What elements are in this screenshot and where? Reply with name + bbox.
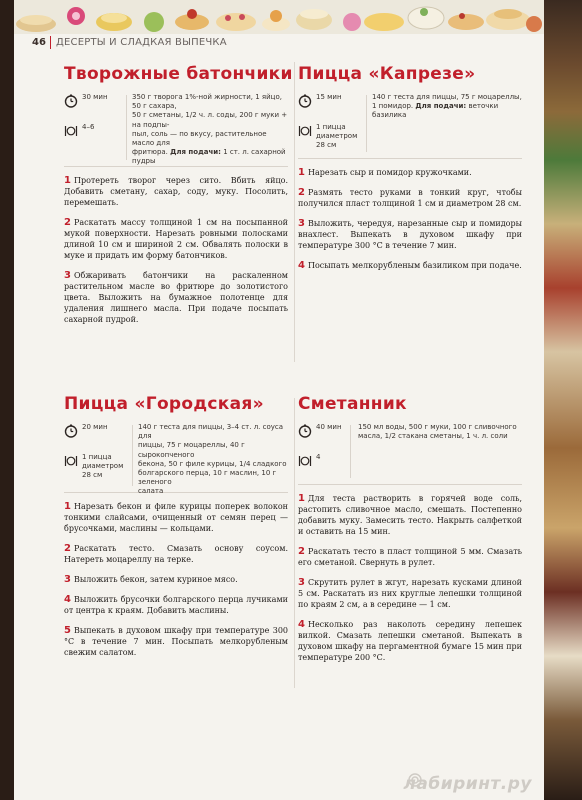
step — [64, 543, 288, 565]
step — [64, 217, 288, 261]
serving-prefix: 1 помидор. — [372, 102, 414, 111]
step-number: 2 — [298, 546, 305, 557]
step — [298, 260, 522, 271]
step-number: 4 — [298, 260, 305, 271]
ingredients-line: 140 г теста для пиццы, 75 г моцареллы, — [372, 93, 522, 101]
column-divider — [294, 62, 295, 362]
cook-time: 20 мин — [82, 423, 108, 431]
recipe-meta — [298, 93, 522, 159]
step-text: Нарезать сыр и помидор кружочками. — [307, 168, 472, 177]
recipe-meta — [64, 423, 288, 496]
serving-label: Для подачи: — [415, 102, 467, 111]
recipe-card-tvorozhnye-batonchiki — [64, 64, 293, 334]
step — [298, 218, 522, 251]
servings-row — [298, 123, 522, 153]
recipe-card-smetannik — [298, 394, 522, 672]
serving-text: веточки базилика — [372, 102, 499, 120]
step-text: Несколько раз наколоть середину лепешек вилкой. Смазать лепешки сметаной. Выпекать в духовом шкафу на пергаментной бумаге 15 мин при температуре 200 °С. — [298, 620, 522, 662]
ingredients-line: 350 г творога 1%-ной жирности, 1 яйцо, 50 г сахара, — [132, 93, 282, 111]
step — [298, 619, 522, 663]
ingredients — [358, 423, 522, 441]
ingredients-line: 50 г сметаны, 1/2 ч. л. соды, 200 г муки + на подпы- — [132, 111, 288, 129]
clock-icon — [64, 424, 78, 438]
step-number: 2 — [64, 217, 71, 228]
servings: 1 пицца диаметром 28 см — [316, 123, 358, 149]
ingredients-line: бекона, 50 г филе курицы, 1/4 сладкого — [138, 459, 287, 468]
ingredients-line: масла, 1/2 стакана сметаны, 1 ч. л. соли — [358, 432, 508, 441]
step-text: Посыпать мелкорубленым базиликом при подаче. — [307, 261, 522, 270]
cook-time: 30 мин — [82, 93, 108, 101]
step-text: Обжаривать батончики на раскаленном растительном масле во фритюре до золотистого цвета. Выложить на бумажное полотенце для удаления лишнего масла. При подаче посыпать сахарной пудрой. — [64, 271, 288, 324]
ingredients — [138, 423, 288, 497]
header-rule — [50, 36, 51, 49]
ingredients-line: 140 г теста для пиццы, 3–4 ст. л. соуса для — [138, 423, 284, 441]
step — [64, 270, 288, 325]
step-text: Выложить бекон, затем куриное мясо. — [73, 575, 238, 584]
serving-note — [132, 148, 288, 166]
step-text: Раскатать тесто. Смазать основу соусом. Натереть моцареллу на терке. — [64, 544, 288, 564]
clock-icon — [64, 94, 78, 108]
serving-label: Для подачи: — [170, 148, 221, 157]
cook-time: 40 мин — [316, 423, 342, 431]
step — [64, 175, 288, 208]
steps-list — [64, 175, 288, 325]
cook-time: 15 мин — [316, 93, 342, 101]
step-text: Размять тесто руками в тонкий круг, чтобы получился пласт толщиной 1 см и диаметром 28 см. — [298, 188, 522, 208]
clock-icon — [298, 424, 312, 438]
ingredients-line: 150 мл воды, 500 г муки, 100 г сливочного — [358, 423, 517, 431]
step-number: 3 — [298, 577, 305, 588]
step — [298, 167, 522, 178]
step-text: Раскатать тесто в пласт толщиной 5 мм. Смазать его сметаной. Свернуть в рулет. — [298, 547, 522, 567]
step-text: Нарезать бекон и филе курицы поперек волокон тонкими слайсами, очищенный от семян перец — брусочками, маслины — кольцами. — [64, 502, 288, 533]
cookbook-page — [14, 0, 544, 800]
serving-note — [372, 102, 522, 120]
steps-list — [298, 167, 522, 271]
recipe-card-pizza-caprese — [298, 64, 522, 280]
servings: 4–6 — [82, 123, 95, 131]
ingredients-line: салата — [138, 487, 164, 496]
plate-icon — [64, 454, 78, 468]
recipe-meta — [298, 423, 522, 485]
step — [64, 574, 288, 585]
recipe-card-pizza-gorodskaya — [64, 394, 288, 667]
serving-text: 1 ст. л. сахарной пудры — [132, 148, 286, 166]
step — [298, 577, 522, 610]
step — [298, 546, 522, 568]
plate-icon — [64, 124, 78, 138]
recipe-title: Пицца «Городская» — [64, 394, 264, 414]
recipe-title: Пицца «Капрезе» — [298, 64, 476, 84]
servings-row — [298, 453, 522, 483]
ingredients — [132, 93, 288, 167]
serving-prefix: фритюра. — [132, 148, 168, 157]
step — [64, 501, 288, 534]
step-text: Протереть творог через сито. Вбить яйцо. Добавить сметану, сахар, соду, муку. Посолить, перемешать. — [64, 176, 288, 207]
running-header — [14, 34, 544, 52]
step — [298, 493, 522, 537]
adjacent-page-photo — [544, 0, 582, 800]
step-text: Скрутить рулет в жгут, нарезать кусками длиной 5 см. Раскатать из них круглые лепешки толщиной по краям 2 см, а в середине — 1 см. — [298, 578, 522, 609]
servings: 4 — [316, 453, 321, 461]
step-text: Для теста растворить в горячей воде соль, растопить сливочное масло, смешать. Постепенно добавить муку. Замесить тесто. Накрыть салфеткой и оставить на 15 мин. — [298, 494, 522, 536]
step-text: Выпекать в духовом шкафу при температуре 300 °С в течение 7 мин. Посыпать мелкорубленым свежим салатом. — [64, 626, 288, 657]
step-number: 1 — [64, 501, 71, 512]
step-number: 1 — [298, 167, 305, 178]
plate-icon — [298, 454, 312, 468]
servings: 1 пицца диаметром 28 см — [82, 453, 124, 479]
steps-list — [298, 493, 522, 663]
plate-icon — [298, 124, 312, 138]
meta-divider — [350, 425, 351, 478]
ingredients-line: пиццы, 75 г моцареллы, 40 г сырокопченого — [138, 441, 245, 459]
step — [64, 625, 288, 658]
step — [64, 594, 288, 616]
step — [298, 187, 522, 209]
pastry-illustrations — [14, 0, 544, 34]
ingredients-line: болгарского перца, 10 г маслин, 10 г зеленого — [138, 469, 277, 487]
step-number: 1 — [298, 493, 305, 504]
step-number: 3 — [64, 574, 71, 585]
steps-list — [64, 501, 288, 658]
meta-divider — [126, 95, 127, 160]
step-text: Выложить, чередуя, нарезанные сыр и помидоры внахлест. Выпекать в духовом шкафу при температуре 300 °С в течение 7 мин. — [298, 219, 522, 250]
step-number: 3 — [64, 270, 71, 281]
step-number: 5 — [64, 625, 71, 636]
recipe-title: Сметанник — [298, 394, 407, 414]
step-number: 2 — [298, 187, 305, 198]
meta-divider — [366, 95, 367, 152]
step-number: 4 — [64, 594, 71, 605]
step-number: 1 — [64, 175, 71, 186]
recipe-meta — [64, 93, 288, 167]
step-number: 4 — [298, 619, 305, 630]
step-number: 3 — [298, 218, 305, 229]
page-number: 46 — [32, 37, 46, 48]
ingredients-line: пыл, соль — по вкусу, растительное масло для — [132, 129, 267, 148]
step-text: Раскатать массу толщиной 1 см на посыпанной мукой поверхности. Нарезать ровными полосками длиной 10 см и шириной 2 см. Обвалять полоски в муке и придать им форму батончиков. — [64, 218, 288, 260]
meta-divider — [132, 425, 133, 486]
decorative-pastry-band — [14, 0, 544, 34]
watermark: лабиринт.ру — [403, 774, 532, 794]
step-text: Выложить брусочки болгарского перца лучиками от центра к краям. Добавить маслины. — [64, 595, 288, 615]
step-number: 2 — [64, 543, 71, 554]
ingredients — [372, 93, 522, 121]
column-divider — [294, 398, 295, 688]
recipe-title: Творожные батончики — [64, 64, 293, 84]
section-title: ДЕСЕРТЫ И СЛАДКАЯ ВЫПЕЧКА — [56, 37, 227, 48]
clock-icon — [298, 94, 312, 108]
